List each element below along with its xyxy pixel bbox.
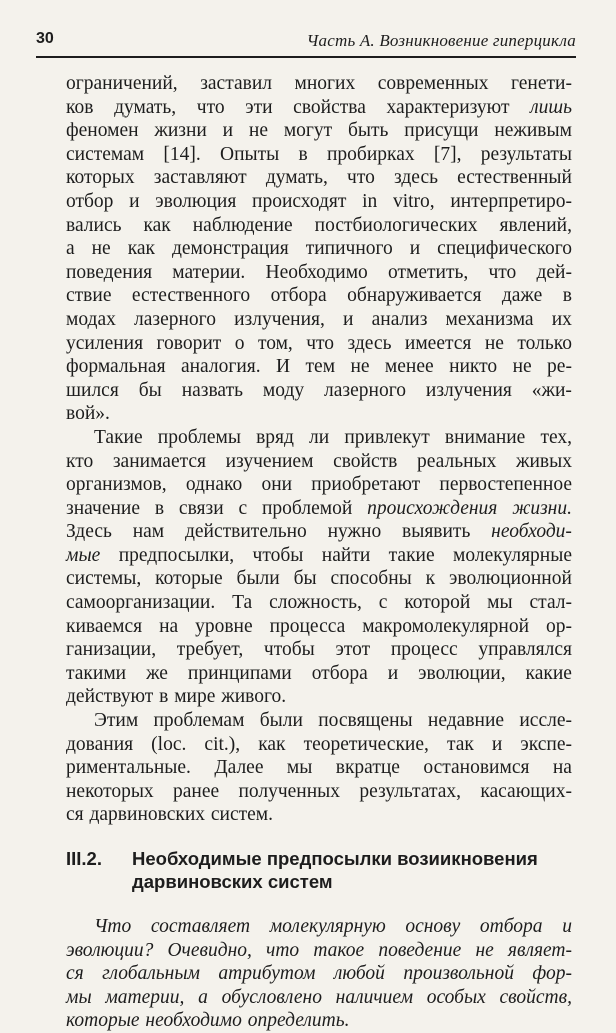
word: реальных <box>417 450 497 472</box>
text-line <box>66 237 572 261</box>
word: здесь <box>347 332 392 354</box>
word: такими <box>66 662 127 684</box>
word: такое <box>313 939 365 961</box>
word: здесь <box>394 167 438 189</box>
word: такие <box>388 544 435 566</box>
word: чтобы <box>263 639 315 661</box>
word: ганизации, <box>66 639 157 661</box>
word: необходи- <box>491 521 572 543</box>
word: какие <box>525 662 572 684</box>
section-heading <box>66 847 572 893</box>
word: однако <box>185 474 243 496</box>
word: назвать <box>181 379 243 401</box>
word: заставил <box>200 73 272 94</box>
word: что <box>488 261 517 283</box>
word: чтобы <box>252 544 304 566</box>
text-line <box>66 780 572 804</box>
text-line <box>66 962 572 986</box>
word: предпосылки, <box>118 544 235 566</box>
text-line <box>66 284 572 308</box>
word: феномен <box>66 120 139 142</box>
word: организмов, <box>66 474 167 496</box>
word: процесс <box>390 639 458 661</box>
word: киваемся <box>66 615 143 637</box>
word: фор- <box>532 963 572 985</box>
word: требует, <box>176 639 244 661</box>
text-line <box>66 119 572 143</box>
word: вой». <box>66 403 110 425</box>
word: и <box>562 916 572 937</box>
text-line <box>66 214 572 238</box>
word: думать, <box>114 96 177 118</box>
word: эволюции, <box>418 662 506 684</box>
text-line <box>66 520 572 544</box>
text-line <box>66 332 572 356</box>
word: необходимо <box>145 1010 242 1032</box>
word: генети- <box>511 73 572 94</box>
word: действительно <box>184 521 307 543</box>
word: не <box>91 238 111 260</box>
word: Такие <box>94 426 143 448</box>
word: поведения <box>66 261 153 283</box>
word: Необходимо <box>265 261 368 283</box>
word: обусловлено <box>221 986 322 1008</box>
word: лазерного <box>134 308 216 330</box>
word: И <box>276 356 291 378</box>
word: явлений, <box>499 214 572 236</box>
word: отбора <box>479 916 543 937</box>
word: поведение <box>378 939 462 961</box>
word: на <box>159 615 179 637</box>
word: аналогия. <box>180 356 261 378</box>
word: отбора <box>270 285 327 307</box>
text-line <box>66 402 572 426</box>
word: лишь <box>530 96 572 118</box>
word: менее <box>384 356 434 378</box>
paragraph-4-italic <box>66 915 572 1033</box>
word: о <box>234 332 245 354</box>
word: мые <box>66 544 101 566</box>
word: мы <box>286 757 313 779</box>
word: анализ <box>371 308 428 330</box>
word: остановимся <box>423 757 530 779</box>
word: как <box>258 733 286 755</box>
text-line <box>66 939 572 963</box>
paragraph-1 <box>66 72 572 426</box>
running-title: Часть А. Возникновение гиперцикла <box>306 31 576 50</box>
heading-spacer <box>66 893 572 915</box>
text-line <box>66 473 572 497</box>
word: сложность, <box>269 592 362 614</box>
word: отметить, <box>388 261 469 283</box>
word: дей- <box>536 261 572 283</box>
text-line <box>66 709 572 733</box>
word: ся <box>66 963 84 985</box>
word: глобальным <box>102 963 200 985</box>
word: современных <box>377 73 489 94</box>
word: в <box>159 686 169 708</box>
word: специфического <box>437 238 572 260</box>
word: живых <box>516 450 572 472</box>
word: бы <box>138 379 162 401</box>
word: заставляют <box>153 167 247 189</box>
word: материи. <box>172 261 246 283</box>
word: жизни. <box>512 497 572 519</box>
text-line <box>66 96 572 120</box>
word: излучения <box>425 379 512 401</box>
word: ся <box>66 804 84 826</box>
text-line <box>66 379 572 403</box>
word: излучения, <box>234 308 325 330</box>
word: кто <box>66 450 94 472</box>
text-line <box>66 756 572 780</box>
word: касающих- <box>480 780 572 802</box>
word: только <box>517 332 572 354</box>
text-line <box>66 308 572 332</box>
word: которые <box>155 568 223 590</box>
word: проблемам <box>153 710 245 732</box>
word: даже <box>501 285 543 307</box>
word: наличием <box>335 986 414 1008</box>
word: ли <box>309 426 330 448</box>
word: отбор <box>66 190 114 212</box>
word: механизма <box>445 308 534 330</box>
text-line <box>66 190 572 214</box>
word: вкратце <box>335 757 400 779</box>
word: молекулярную <box>269 916 386 937</box>
word: являет- <box>507 939 572 961</box>
word: тем <box>305 356 336 378</box>
word: к <box>425 568 436 590</box>
word: а <box>66 238 75 260</box>
text-line <box>66 685 572 709</box>
word: проблемой <box>261 497 353 519</box>
word: риментальные. <box>66 757 191 779</box>
word: неживым <box>494 120 572 142</box>
word: и <box>387 662 399 684</box>
word: проблемы <box>157 426 241 448</box>
word: первостепенное <box>439 474 572 496</box>
word: нужно <box>327 521 382 543</box>
word: не <box>248 120 268 142</box>
word: не <box>512 356 532 378</box>
section-spacer <box>66 827 572 847</box>
word: как <box>143 214 171 236</box>
text-line <box>66 1009 572 1033</box>
word: системы, <box>66 568 142 590</box>
page-number: 30 <box>36 30 54 47</box>
word: ствие <box>66 285 112 307</box>
word: и <box>129 190 140 212</box>
word: формальная <box>66 356 166 378</box>
section-number: III.2. <box>66 848 102 869</box>
word: эволюция <box>155 190 237 212</box>
word: модах <box>66 308 116 330</box>
word: были <box>236 568 280 590</box>
word: в <box>298 143 308 165</box>
text-line <box>66 497 572 521</box>
page-body <box>66 72 572 1033</box>
word: полученных <box>238 780 341 802</box>
text-line <box>66 915 572 939</box>
word: Та <box>232 592 253 614</box>
word: обнаруживается <box>347 285 482 307</box>
word: Очевидно, <box>167 939 252 961</box>
word: произвольной <box>403 963 514 985</box>
word: характеризуют <box>386 96 510 118</box>
word: и <box>343 308 354 330</box>
word: никто <box>449 356 498 378</box>
text-line <box>66 166 572 190</box>
word: эволюции? <box>66 939 154 961</box>
section-title-line-2: дарвиновских систем <box>132 871 333 892</box>
word: говорит <box>156 332 222 354</box>
word: [7], <box>433 143 462 165</box>
word: так <box>446 733 474 755</box>
word: вряд <box>256 426 294 448</box>
word: что <box>196 96 225 118</box>
word: составляет <box>150 916 251 937</box>
word: их <box>551 308 572 330</box>
word: этот <box>335 639 371 661</box>
word: ре- <box>547 356 572 378</box>
word: и <box>222 120 234 142</box>
word: и <box>491 733 503 755</box>
word: жизни <box>154 120 207 142</box>
word: которых <box>66 167 135 189</box>
word: же <box>146 662 168 684</box>
word: бы <box>293 568 317 590</box>
word: ранее <box>172 780 220 802</box>
word: Этим <box>94 710 139 732</box>
word: основу <box>405 916 461 937</box>
text-line <box>66 662 572 686</box>
word: in <box>362 190 378 212</box>
text-line <box>66 355 572 379</box>
word: а <box>198 986 208 1008</box>
word: найти <box>321 544 371 566</box>
word: ков <box>66 96 94 118</box>
word: дарвиновских <box>89 804 206 826</box>
text-line <box>66 567 572 591</box>
word: атрибутом <box>218 963 316 985</box>
word: принципами <box>187 662 292 684</box>
word: занимается <box>112 450 206 472</box>
text-line <box>66 615 572 639</box>
word: свойств, <box>499 986 572 1008</box>
word: типичного <box>305 238 393 260</box>
word: естественного <box>131 285 251 307</box>
word: постбиологических <box>314 214 478 236</box>
word: посвящены <box>318 710 413 732</box>
word: живого. <box>221 686 287 708</box>
word: процесса <box>269 615 346 637</box>
word: действуют <box>66 686 154 708</box>
paragraph-2 <box>66 426 572 709</box>
word: многих <box>294 73 356 94</box>
word: управлялся <box>478 639 572 661</box>
word: ограничений, <box>66 73 178 94</box>
word: приобретают <box>311 474 421 496</box>
word: отбора <box>311 662 368 684</box>
word: демонстрация <box>171 238 289 260</box>
text-line <box>66 261 572 285</box>
word: внимание <box>444 426 526 448</box>
word: привлекут <box>344 426 430 448</box>
word: любой <box>333 963 385 985</box>
word: системам <box>66 143 145 165</box>
word: материи, <box>105 986 185 1008</box>
word: [14]. <box>163 143 201 165</box>
word: с <box>378 592 388 614</box>
word: были <box>259 710 303 732</box>
text-line <box>66 426 572 450</box>
word: (loc. <box>151 733 187 755</box>
word: вались <box>66 214 122 236</box>
word: с <box>238 497 248 519</box>
word: моду <box>262 379 305 401</box>
word: результаты <box>480 143 572 165</box>
word: что <box>266 939 300 961</box>
word: мире <box>174 686 216 708</box>
word: имеется <box>404 332 472 354</box>
word: теоретические, <box>303 733 429 755</box>
word: cit.), <box>204 733 241 755</box>
word: дования <box>66 733 134 755</box>
word: систем. <box>210 804 274 826</box>
text-line <box>66 143 572 167</box>
word: уровне <box>195 615 253 637</box>
word: как <box>127 238 155 260</box>
word: что <box>347 167 375 189</box>
word: результатах, <box>359 780 462 802</box>
word: изучением <box>225 450 314 472</box>
word: самоорганизации. <box>66 592 216 614</box>
word: могут <box>283 120 333 142</box>
word: том, <box>257 332 293 354</box>
text-line <box>66 591 572 615</box>
word: особых <box>426 986 486 1008</box>
word: не <box>484 332 504 354</box>
word: некоторых <box>66 780 154 802</box>
section-title-line-1: Необходимые предпосылки возиикновения <box>132 848 538 869</box>
word: думать, <box>265 167 328 189</box>
text-line <box>66 733 572 757</box>
word: шился <box>66 379 119 401</box>
word: иссле- <box>519 710 572 732</box>
word: макромолекулярной <box>362 615 530 637</box>
word: недавние <box>427 710 505 732</box>
word: Опыты <box>220 143 280 165</box>
word: Далее <box>214 757 264 779</box>
word: естественный <box>457 167 572 189</box>
word: усиления <box>66 332 144 354</box>
text-line <box>66 72 572 96</box>
text-line <box>66 986 572 1010</box>
word: vitro, <box>392 190 435 212</box>
word: лазерного <box>324 379 406 401</box>
word: не <box>350 356 370 378</box>
word: эти <box>245 96 273 118</box>
text-line <box>66 638 572 662</box>
word: экспе- <box>520 733 572 755</box>
word: связи <box>178 497 224 519</box>
word: Здесь <box>66 521 112 543</box>
word: интерпретиро- <box>450 190 572 212</box>
word: Что <box>94 916 132 937</box>
word: и <box>409 238 421 260</box>
word: в <box>154 497 165 519</box>
word: в <box>562 285 572 307</box>
word: наблюдение <box>192 214 293 236</box>
word: присущи <box>404 120 479 142</box>
word: происходят <box>252 190 347 212</box>
paragraph-3 <box>66 709 572 827</box>
word: нам <box>132 521 165 543</box>
word: они <box>261 474 293 496</box>
word: значение <box>66 497 141 519</box>
word: что <box>306 332 335 354</box>
word: тех, <box>540 426 572 448</box>
word: ор- <box>545 615 572 637</box>
word: определить. <box>247 1010 350 1032</box>
text-line <box>66 803 572 827</box>
text-line <box>66 450 572 474</box>
word: стал- <box>529 592 572 614</box>
word: на <box>552 757 572 779</box>
word: молекулярные <box>453 544 572 566</box>
word: эволюционной <box>449 568 572 590</box>
word: которой <box>404 592 471 614</box>
word: свойства <box>293 96 366 118</box>
word: мы <box>487 592 513 614</box>
word: не <box>475 939 494 961</box>
word: выявить <box>402 521 471 543</box>
word: быть <box>348 120 389 142</box>
word: свойств <box>333 450 398 472</box>
text-line <box>66 544 572 568</box>
word: «жи- <box>531 379 572 401</box>
word: происхождения <box>367 497 498 519</box>
word: пробирках <box>326 143 415 165</box>
word: мы <box>66 986 92 1008</box>
running-header <box>36 28 576 58</box>
word: способны <box>330 568 412 590</box>
word: которые <box>66 1010 140 1032</box>
